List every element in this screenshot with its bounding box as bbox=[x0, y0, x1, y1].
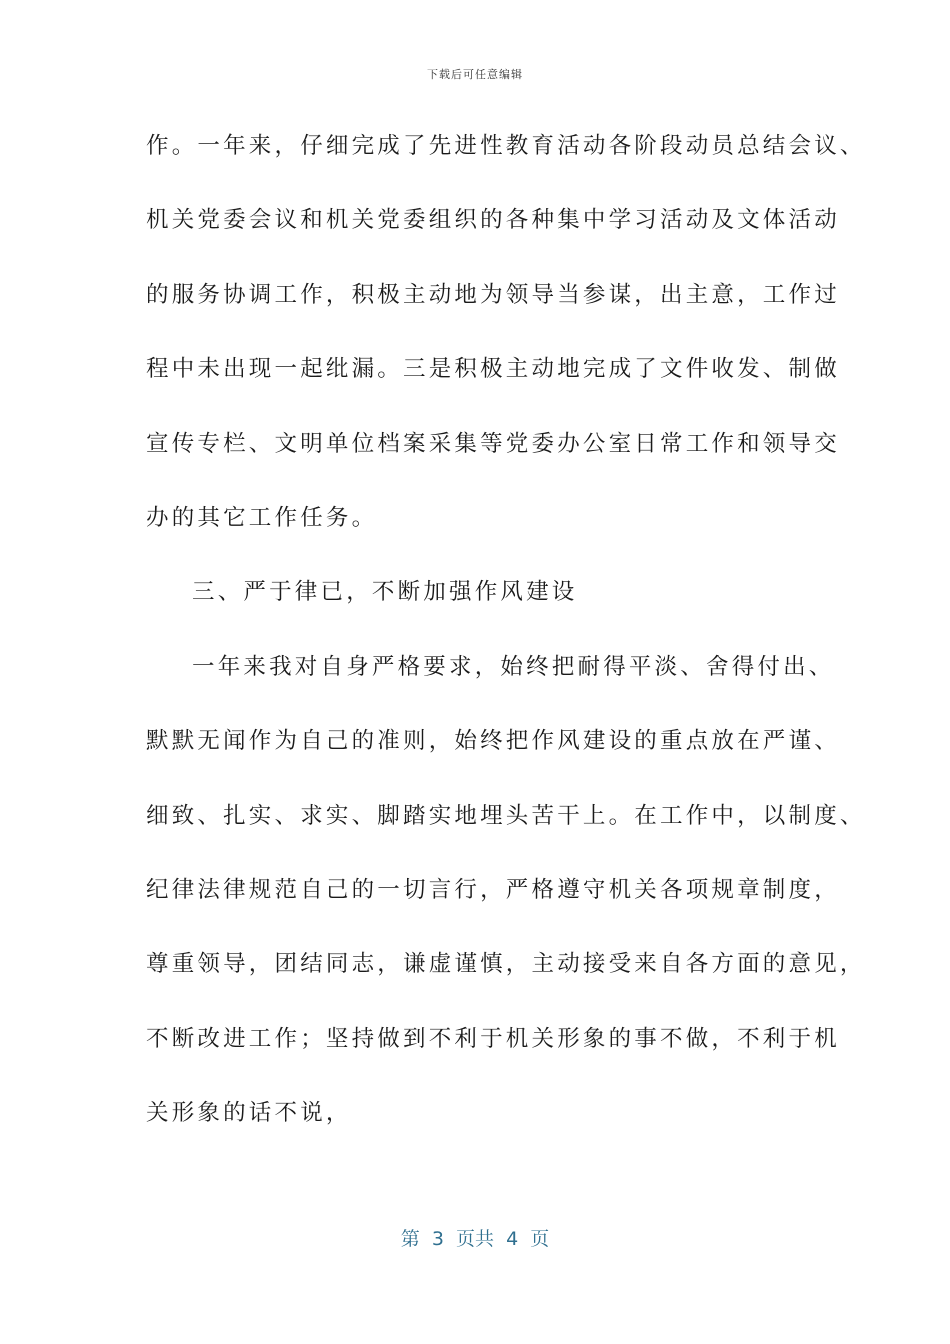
page-header-note: 下载后可任意编辑 bbox=[427, 68, 523, 81]
text-line: 纪律法律规范自己的一切言行，严格遵守机关各项规章制度， bbox=[146, 876, 840, 903]
document-body bbox=[146, 126, 866, 1167]
text-line: 尊重领导，团结同志，谦虚谨慎，主动接受来自各方面的意见， bbox=[146, 951, 866, 978]
text-line: 的服务协调工作，积极主动地为领导当参谋，出主意，工作过 bbox=[146, 281, 840, 308]
text-line: 宣传专栏、文明单位档案采集等党委办公室日常工作和领导交 bbox=[146, 430, 840, 457]
text-line: 作。一年来，仔细完成了先进性教育活动各阶段动员总结会议、 bbox=[146, 133, 866, 159]
paragraph-first-line: 一年来我对自身严格要求，始终把耐得平淡、舍得付出、 bbox=[192, 653, 835, 680]
text-line: 关形象的话不说， bbox=[146, 1100, 352, 1127]
text-line: 程中未出现一起纰漏。三是积极主动地完成了文件收发、制做 bbox=[146, 356, 840, 383]
text-line: 细致、扎实、求实、脚踏实地埋头苦干上。在工作中，以制度、 bbox=[146, 802, 866, 829]
text-line: 办的其它工作任务。 bbox=[146, 504, 378, 531]
text-line: 默默无闻作为自己的准则，始终把作风建设的重点放在严谨、 bbox=[146, 728, 840, 755]
text-line: 机关党委会议和机关党委组织的各种集中学习活动及文体活动 bbox=[146, 207, 840, 234]
page-number: 第 3 页共 4 页 bbox=[400, 1228, 550, 1250]
section-heading: 三、严于律已，不断加强作风建设 bbox=[192, 579, 578, 606]
text-line: 不断改进工作；坚持做到不利于机关形象的事不做，不利于机 bbox=[146, 1025, 840, 1052]
